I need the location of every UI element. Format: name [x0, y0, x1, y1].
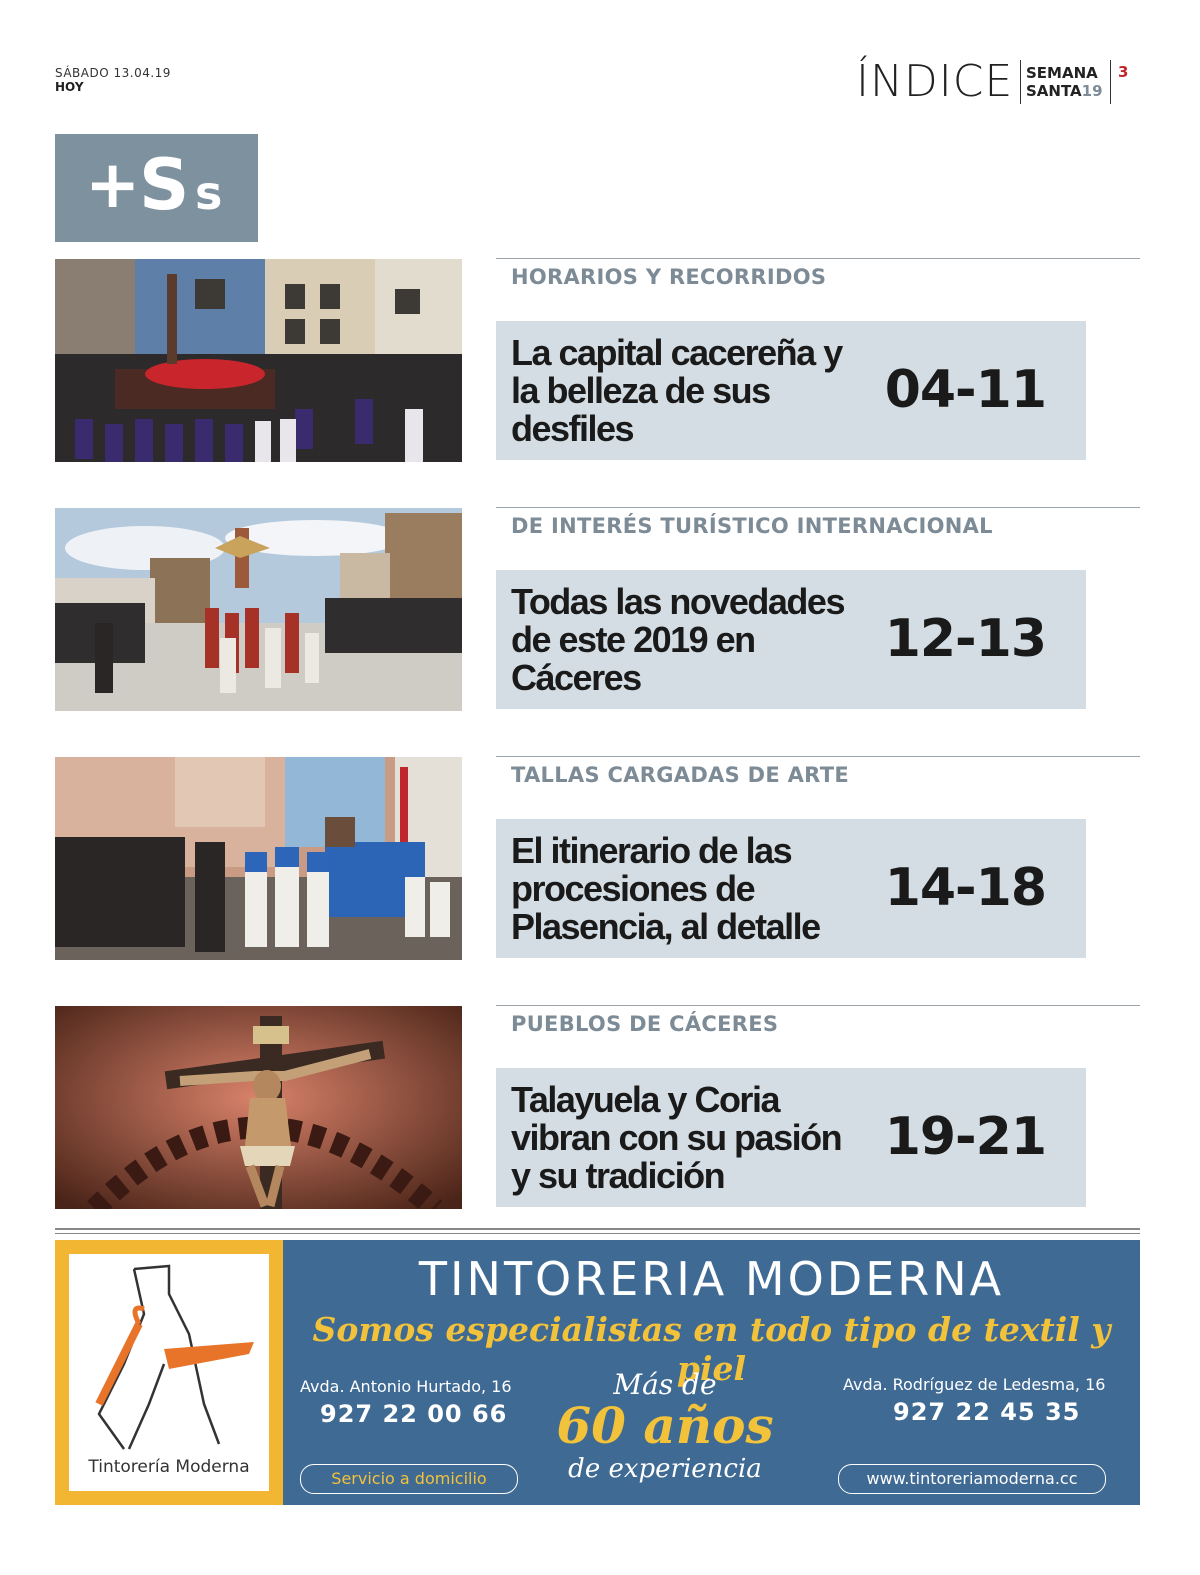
- supplement-name-word: SANTA: [1026, 82, 1082, 100]
- entry-photo-caceres-procession: [55, 259, 462, 462]
- entry-kicker: TALLAS CARGADAS DE ARTE: [511, 763, 849, 787]
- ad-tagline: Somos especialistas en todo tipo de textil y piel: [312, 1310, 1111, 1388]
- logo-small-s: s: [195, 166, 223, 220]
- entry-title: Todas las novedades de este 2019 en Cáceres: [511, 581, 844, 698]
- issue-date: SÁBADO 13.04.19: [55, 66, 171, 80]
- ad-phone-left[interactable]: 927 22 00 66: [320, 1400, 508, 1428]
- entry-photo-plasencia-procession: [55, 757, 462, 960]
- supplement-name-line1: SEMANA: [1026, 64, 1098, 82]
- ad-brand-name: TINTORERIA MODERNA: [418, 1252, 1005, 1306]
- ad-logo-card: [69, 1254, 269, 1491]
- entry-kicker: HORARIOS Y RECORRIDOS: [511, 265, 827, 289]
- logo-plus: +: [85, 146, 141, 223]
- entry-pages: 19-21: [884, 1107, 1046, 1167]
- entry-kicker: DE INTERÉS TURÍSTICO INTERNACIONAL: [511, 514, 993, 538]
- supplement-year: 19: [1081, 82, 1103, 100]
- section-title: ÍNDICE: [856, 56, 1014, 107]
- entry-pages: 14-18: [884, 858, 1046, 918]
- ad-separator: [55, 1233, 1140, 1234]
- ad-phone-right[interactable]: 927 22 45 35: [893, 1398, 1081, 1426]
- ad-home-service-badge: Servicio a domicilio: [300, 1464, 518, 1494]
- entry-title: La capital cacereña y la belleza de sus desfiles: [511, 332, 842, 449]
- index-entry[interactable]: [496, 1068, 1086, 1207]
- page-number: 3: [1118, 63, 1129, 81]
- publication-name: HOY: [55, 80, 84, 94]
- index-entry[interactable]: [496, 819, 1086, 958]
- header-divider: [1020, 60, 1021, 104]
- logo-big-s: S: [139, 144, 190, 226]
- supplement-logo: [55, 134, 258, 242]
- ad-logo-panel: [55, 1240, 283, 1505]
- entry-photo-caceres-square: [55, 508, 462, 711]
- entry-divider: [496, 756, 1140, 757]
- entry-divider: [496, 258, 1140, 259]
- entry-pages: 04-11: [884, 360, 1046, 420]
- ad-logo-caption: Tintorería Moderna: [88, 1457, 250, 1477]
- header-divider: [1110, 60, 1111, 104]
- entry-kicker: PUEBLOS DE CÁCERES: [511, 1012, 779, 1036]
- entry-title: El itinerario de las procesiones de Plasencia, al detalle: [511, 830, 820, 947]
- ad-more-than: Más de: [613, 1368, 717, 1401]
- ad-address-left: Avda. Antonio Hurtado, 16: [300, 1377, 512, 1396]
- advertisement[interactable]: [55, 1240, 1140, 1505]
- entry-photo-crucifix: [55, 1006, 462, 1209]
- walking-figure-icon: [69, 1254, 269, 1454]
- ad-website-link[interactable]: www.tintoreriamoderna.cc: [838, 1464, 1106, 1494]
- supplement-name-line2: [1026, 82, 1103, 100]
- ad-years: 60 años: [556, 1396, 774, 1455]
- ad-separator: [55, 1228, 1140, 1230]
- entry-pages: 12-13: [884, 609, 1046, 669]
- entry-divider: [496, 1005, 1140, 1006]
- index-entry[interactable]: [496, 321, 1086, 460]
- entry-divider: [496, 507, 1140, 508]
- ad-address-right: Avda. Rodríguez de Ledesma, 16: [843, 1375, 1106, 1394]
- ad-experience: de experiencia: [568, 1454, 762, 1484]
- index-entry[interactable]: [496, 570, 1086, 709]
- entry-title: Talayuela y Coria vibran con su pasión y su tradición: [511, 1079, 842, 1196]
